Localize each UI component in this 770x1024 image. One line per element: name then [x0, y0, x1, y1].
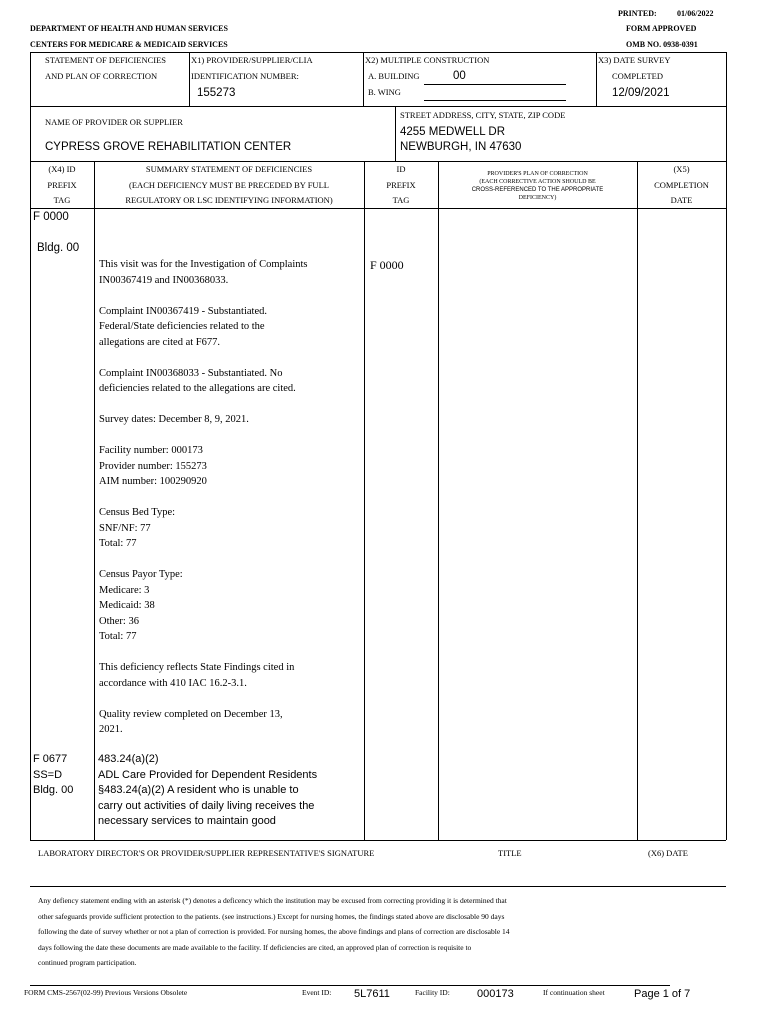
omb-number: OMB NO. 0938-0391	[626, 40, 698, 49]
facility-id-label: Facility ID:	[415, 988, 450, 997]
summary-line: §483.24(a)(2) A resident who is unable to	[98, 784, 299, 796]
summary-line: ADL Care Provided for Dependent Residents	[98, 768, 318, 781]
summary-line: Total: 77	[99, 631, 137, 642]
x4-line2: PREFIX	[47, 180, 77, 190]
tag-f0000: F 0000	[33, 211, 69, 223]
printed-label: PRINTED:	[618, 9, 657, 18]
summary-line: Federal/State deficiencies related to the	[99, 321, 265, 332]
address-line2: NEWBURGH, IN 47630	[400, 141, 522, 153]
summary-line: Provider number: 155273	[99, 460, 207, 472]
form-approved: FORM APPROVED	[626, 24, 697, 33]
bldg-f0000: Bldg. 00	[37, 242, 80, 254]
centers-name: CENTERS FOR MEDICARE & MEDICAID SERVICES	[30, 40, 228, 49]
plan-header-line4: DEFICIENCY)	[518, 195, 557, 201]
x4-line1: (X4) ID	[48, 164, 76, 174]
summary-line: Quality review completed on December 13,	[99, 708, 283, 720]
id-line1: ID	[396, 164, 406, 174]
provider-id-line2: IDENTIFICATION NUMBER:	[191, 71, 299, 81]
signature-label: LABORATORY DIRECTOR'S OR PROVIDER/SUPPLIER REPRESENTATIVE'S SIGNATURE	[38, 848, 375, 858]
summary-line: This deficiency reflects State Findings cited in	[99, 662, 295, 673]
x4-line3: TAG	[53, 195, 71, 205]
tag-line: SS=D	[33, 768, 63, 781]
department-name: DEPARTMENT OF HEALTH AND HUMAN SERVICES	[30, 24, 228, 33]
summary-line: Other: 36	[99, 615, 139, 627]
survey-line1: X3) DATE SURVEY	[598, 55, 671, 65]
disclaimer-line: continued program participation.	[38, 958, 137, 967]
disclaimer-line: following the date of survey whether or not a plan of correction is provided. For nursing homes, the above findings and plans of correction are disclosable 14	[38, 927, 510, 936]
printed-date: 01/06/2022	[677, 9, 714, 18]
summary-line: Total: 77	[99, 538, 137, 549]
summary-header-line2: (EACH DEFICIENCY MUST BE PRECEDED BY FULL	[129, 180, 329, 190]
survey-date-value: 12/09/2021	[612, 87, 670, 99]
disclaimer-line: days following the date these documents are made available to the facility. If deficiencies are cited, an approved plan of correction is requisite to	[38, 942, 472, 952]
summary-line: Facility number: 000173	[99, 445, 203, 456]
survey-line2: COMPLETED	[612, 71, 663, 81]
summary-f0677	[98, 752, 317, 830]
summary-line	[99, 552, 308, 568]
summary-header-line1: SUMMARY STATEMENT OF DEFICIENCIES	[145, 164, 313, 174]
summary-line: Complaint IN00368033 - Substantiated. No	[99, 367, 283, 379]
summary-line: AIM number: 100290920	[99, 476, 207, 487]
summary-line: Survey dates: December 8, 9, 2021.	[99, 414, 249, 425]
tag-f0677	[33, 752, 73, 799]
address-line1: 4255 MEDWELL DR	[400, 126, 506, 138]
construction-title: X2) MULTIPLE CONSTRUCTION	[365, 55, 490, 65]
plan-header-line3: CROSS-REFERENCED TO THE APPROPRIATE	[471, 187, 604, 193]
summary-line: Census Payor Type:	[99, 569, 183, 580]
summary-line: 483.24(a)(2)	[98, 753, 159, 765]
plan-header-line1: PROVIDER'S PLAN OF CORRECTION	[487, 171, 588, 177]
statement-line2: AND PLAN OF CORRECTION	[45, 71, 158, 81]
summary-line	[99, 350, 308, 366]
provider-id-line1: X1) PROVIDER/SUPPLIER/CLIA	[191, 55, 313, 65]
disclaimer-line: other safeguards provide sufficient protection to the patients. (see instructions.) Except for nursing homes, the findings stated above are disclosable 90 days	[38, 911, 505, 921]
summary-line: allegations are cited at F677.	[99, 336, 221, 348]
wing-label: B. WING	[368, 87, 401, 97]
x5-line1: (X5)	[673, 164, 690, 174]
title-label: TITLE	[498, 848, 522, 858]
summary-line	[99, 490, 308, 506]
summary-line: accordance with 410 IAC 16.2-3.1.	[99, 677, 247, 689]
provider-id-value: 155273	[197, 87, 236, 99]
facility-id-value: 000173	[477, 988, 514, 1000]
summary-line	[99, 428, 308, 444]
event-id-label: Event ID:	[302, 988, 332, 997]
summary-line	[99, 288, 308, 304]
x5-line2: COMPLETION	[654, 180, 709, 190]
summary-line: Complaint IN00367419 - Substantiated.	[99, 305, 267, 317]
x5-line3: DATE	[670, 195, 693, 205]
provider-name-value: CYPRESS GROVE REHABILITATION CENTER	[45, 141, 292, 153]
summary-line: 2021.	[99, 724, 123, 735]
summary-line	[99, 397, 308, 413]
form-number: FORM CMS-2567(02-99) Previous Versions Obsolete	[24, 988, 188, 997]
id-line3: TAG	[392, 195, 410, 205]
summary-line: IN00367419 and IN00368033.	[99, 274, 229, 286]
statement-line1: STATEMENT OF DEFICIENCIES	[45, 55, 167, 65]
id-tag-f0000: F 0000	[370, 258, 404, 272]
disclaimer-line: Any defiency statement ending with an asterisk (*) denotes a deficency which the institution may be excused from correcting providing it is determined that	[38, 896, 507, 905]
summary-line: carry out activities of daily living receives the	[98, 799, 315, 812]
summary-line: SNF/NF: 77	[99, 522, 151, 534]
tag-line: F 0677	[33, 753, 68, 765]
building-label: A. BUILDING	[368, 71, 420, 81]
id-line2: PREFIX	[386, 180, 416, 190]
summary-line: This visit was for the Investigation of Complaints	[99, 259, 308, 270]
plan-header-line2: (EACH CORRECTIVE ACTION SHOULD BE	[479, 179, 596, 185]
summary-line: necessary services to maintain good	[98, 815, 276, 827]
summary-line: deficiencies related to the allegations are cited.	[99, 383, 296, 394]
summary-line	[99, 691, 308, 707]
tag-line: Bldg. 00	[33, 784, 74, 796]
page-number: Page 1 of 7	[634, 988, 691, 1000]
summary-header-line3: REGULATORY OR LSC IDENTIFYING INFORMATION)	[125, 195, 333, 205]
summary-f0000	[99, 257, 308, 738]
building-value: 00	[453, 70, 466, 82]
provider-name-label: NAME OF PROVIDER OR SUPPLIER	[45, 117, 183, 127]
summary-line: Census Bed Type:	[99, 507, 176, 518]
disclaimer-text	[38, 893, 510, 971]
date-label: (X6) DATE	[648, 848, 688, 858]
address-label: STREET ADDRESS, CITY, STATE, ZIP CODE	[400, 110, 566, 120]
continuation-label: If continuation sheet	[543, 988, 605, 997]
summary-line: Medicaid: 38	[99, 600, 155, 611]
event-id-value: 5L7611	[354, 988, 390, 1000]
summary-line: Medicare: 3	[99, 584, 150, 596]
summary-line	[99, 645, 308, 661]
